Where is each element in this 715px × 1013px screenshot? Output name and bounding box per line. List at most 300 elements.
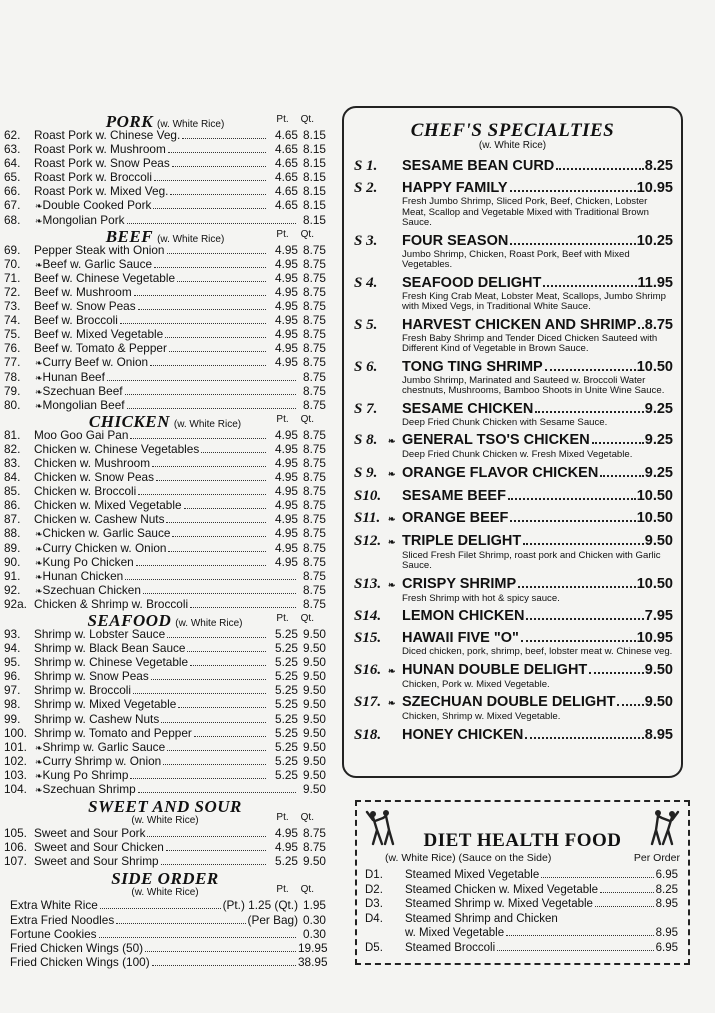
specialty-code: S16. [354, 661, 382, 678]
specialty-line [354, 509, 673, 529]
quart-price: 8.75 [303, 470, 326, 485]
menu-item [4, 384, 326, 398]
specialty-price: 10.50 [636, 487, 673, 504]
item-number: 87. [4, 512, 21, 527]
dot-leader [107, 380, 296, 381]
item-name: Roast Pork w. Chinese Veg. [34, 128, 181, 142]
item-name: Chicken w. Mushroom [34, 455, 151, 470]
quart-price: 9.50 [303, 753, 326, 768]
specialty-price: 8.95 [644, 726, 673, 743]
menu-item [4, 826, 326, 840]
specialty-name: ORANGE FLAVOR CHICKEN [402, 464, 599, 481]
hot-pepper-icon: ❧ [388, 468, 396, 479]
menu-item [4, 398, 326, 412]
quart-price: 8.75 [303, 299, 326, 314]
menu-item [4, 184, 326, 198]
item-name: Chicken w. Broccoli [34, 484, 137, 499]
menu-item [4, 198, 326, 212]
item-name: Shrimp w. Garlic Sauce [42, 739, 166, 754]
dot-leader [541, 877, 653, 878]
item-name: Kung Po Chicken [42, 554, 134, 569]
dot-leader [143, 593, 296, 594]
item-number: 88. [4, 526, 21, 541]
diet-name: Steamed Chicken w. Mixed Vegetable [405, 883, 599, 896]
item-number: 97. [4, 683, 21, 698]
item-number: 67. [4, 198, 21, 213]
dot-leader [150, 365, 266, 366]
menu-item [4, 541, 326, 555]
quart-price: 9.50 [303, 697, 326, 712]
dot-leader [523, 543, 644, 545]
sweet-sour-header [4, 796, 326, 826]
item-number: 93. [4, 627, 21, 641]
quart-price: 9.50 [303, 725, 326, 740]
dot-leader [130, 778, 266, 779]
menu-item [4, 597, 326, 611]
item-number: 85. [4, 484, 21, 499]
dot-leader [510, 520, 635, 522]
item-number: 72. [4, 284, 21, 299]
menu-item [4, 456, 326, 470]
menu-item [4, 498, 326, 512]
diet-title: DIET HEALTH FOOD [423, 830, 622, 851]
side-order-header [4, 868, 326, 898]
pint-price: 4.95 [275, 327, 298, 342]
dot-leader [190, 607, 296, 608]
specialty-name: HAPPY FAMILY [402, 180, 508, 196]
dot-leader [506, 935, 654, 936]
quart-price: 8.75 [303, 397, 326, 412]
quart-price: 8.75 [303, 242, 326, 257]
pint-price: 4.65 [275, 142, 298, 157]
quart-price: 8.15 [303, 184, 326, 199]
item-number: 75. [4, 327, 21, 342]
sweet-sour-list [4, 826, 326, 868]
dot-leader [194, 736, 266, 737]
specialty-code: S13. [354, 575, 382, 592]
item-name: Szechuan Beef [42, 383, 123, 398]
chicken-list [4, 428, 326, 611]
price-columns: Pt. Qt. [276, 114, 314, 125]
specialty-name: SEAFOOD DELIGHT [402, 274, 542, 291]
specialty-price: 9.50 [644, 532, 673, 549]
specialty-description: Fresh Shrimp with hot & spicy sauce. [402, 592, 560, 604]
specialty-item [354, 179, 673, 229]
specialty-name: CRISPY SHRIMP [402, 575, 517, 592]
menu-item [4, 840, 326, 854]
hot-pepper-icon: ❧ [35, 585, 43, 596]
specialty-name: SZECHUAN DOUBLE DELIGHT [402, 694, 616, 710]
side-item [4, 913, 326, 927]
item-name: Curry Shrimp w. Onion [42, 753, 162, 768]
pint-price: 4.65 [275, 184, 298, 199]
dot-leader [535, 411, 643, 413]
quart-price: 8.75 [303, 327, 326, 342]
section-note: (w. White Rice) [175, 618, 243, 629]
item-name: Beef w. Chinese Vegetable [34, 270, 176, 285]
hot-pepper-icon: ❧ [388, 536, 396, 547]
specialty-description: Deep Fried Chunk Chicken w. Fresh Mixed Vegetable. [402, 449, 633, 460]
item-name: Beef w. Mushroom [34, 284, 132, 299]
item-name: Moo Goo Gai Pan [34, 427, 129, 442]
menu-item [4, 555, 326, 569]
side-item [4, 941, 326, 955]
specialty-description: Fresh Jumbo Shrimp, Sliced Pork, Beef, Chicken, Lobster Meat, Scallop and Vegetable Mixed with Traditional Brown Sauce. [402, 196, 649, 228]
dot-leader [138, 792, 296, 793]
item-name: Fried Chicken Wings (50) [10, 940, 144, 955]
dot-leader [525, 737, 643, 739]
dot-leader [556, 168, 644, 170]
quart-price: 8.75 [303, 526, 326, 541]
item-name: Chicken w. Mixed Vegetable [34, 498, 182, 513]
quart-price: 9.50 [303, 711, 326, 726]
quart-price: 8.75 [303, 427, 326, 442]
specialty-price: 10.95 [636, 630, 673, 646]
menu-item [4, 442, 326, 456]
specialty-description: Jumbo Shrimp, Marinated and Sauteed w. Broccoli Water chestnuts, Mushrooms, Bamboo Shoots in Unite Wine Sauce. [402, 374, 665, 396]
item-name: Shrimp w. Cashew Nuts [34, 711, 160, 726]
quart-price: 8.75 [303, 554, 326, 569]
dot-leader [521, 640, 636, 642]
dot-leader [134, 295, 266, 296]
quart-price: 8.75 [303, 840, 326, 855]
item-name: Sweet and Sour Pork [34, 826, 146, 841]
quart-price: 9.50 [303, 854, 326, 869]
specialty-item [354, 431, 673, 461]
dot-leader [99, 937, 296, 938]
specialty-code: S12. [354, 532, 382, 549]
menu-item [4, 341, 326, 355]
item-number: 62. [4, 128, 21, 142]
item-number: 106. [4, 840, 27, 855]
specialty-name: TRIPLE DELIGHT [402, 532, 522, 549]
pint-price: 4.95 [275, 455, 298, 470]
specialty-line [354, 487, 673, 506]
specialty-name: FOUR SEASON [402, 232, 509, 249]
dot-leader [170, 194, 266, 195]
specialty-price: 9.50 [644, 661, 673, 678]
hot-pepper-icon: ❧ [35, 215, 43, 226]
hot-pepper-icon: ❧ [35, 386, 43, 397]
diet-price: 8.25 [655, 883, 678, 896]
diet-name: w. Mixed Vegetable [405, 927, 505, 939]
pint-price: 4.95 [275, 498, 298, 513]
dot-leader [178, 707, 266, 708]
pint-price: 4.95 [275, 355, 298, 370]
item-number: 103. [4, 767, 27, 782]
specialty-code: S 1. [354, 158, 378, 174]
menu-item [4, 243, 326, 257]
dot-leader [136, 565, 266, 566]
item-name: Beef w. Garlic Sauce [42, 256, 153, 271]
menu-item [4, 512, 326, 526]
seafood-list [4, 627, 326, 796]
item-price: 1.95 [303, 898, 326, 913]
specialty-code: S17. [354, 694, 382, 710]
chefs-note: (w. White Rice) [478, 140, 547, 151]
item-size-note: (Pt.) 1.25 (Qt.) [222, 898, 298, 913]
quart-price: 8.15 [303, 142, 326, 157]
menu-item [4, 142, 326, 156]
dot-leader [161, 722, 266, 723]
item-name: Extra Fried Noodles [10, 912, 115, 927]
quart-price: 8.15 [303, 198, 326, 213]
specialty-description: Jumbo Shrimp, Chicken, Roast Pork, Beef with Mixed Vegetables. [402, 248, 630, 270]
pork-list [4, 128, 326, 227]
item-name: Shrimp w. Mixed Vegetable [34, 697, 177, 712]
quart-price: 8.15 [303, 170, 326, 185]
menu-item [4, 782, 326, 796]
specialty-name: HONEY CHICKEN [402, 726, 524, 743]
pint-price: 4.95 [275, 270, 298, 285]
menu-item [4, 768, 326, 782]
specialty-item [354, 532, 673, 572]
menu-item [4, 484, 326, 498]
item-number: 92a. [4, 596, 27, 611]
section-title: PORK [105, 112, 154, 131]
specialty-code: S 5. [354, 316, 378, 333]
quart-price: 8.75 [303, 284, 326, 299]
menu-item [4, 641, 326, 655]
item-number: 86. [4, 498, 21, 513]
specialty-item [354, 400, 673, 429]
per-order-label: Per Order [633, 852, 680, 864]
specialty-price: 10.50 [636, 575, 673, 592]
dot-leader [151, 679, 266, 680]
dot-leader [116, 923, 245, 924]
dot-leader [152, 965, 296, 966]
pint-price: 4.65 [275, 128, 298, 142]
specialty-code: S 9. [354, 464, 378, 481]
diet-price: 6.95 [655, 941, 678, 954]
quart-price: 8.75 [303, 540, 326, 555]
item-name: Shrimp w. Black Bean Sauce [34, 641, 186, 656]
hot-pepper-icon: ❧ [35, 770, 43, 781]
item-number: 84. [4, 470, 21, 485]
pint-price: 4.95 [275, 242, 298, 257]
dot-leader [138, 309, 266, 310]
section-note: (w. White Rice) [131, 886, 199, 898]
item-name: Extra White Rice [10, 898, 98, 913]
section-note: (w. White Rice) [157, 233, 225, 245]
specialty-price: 9.25 [644, 400, 673, 417]
menu-item [4, 170, 326, 184]
beef-header [4, 226, 326, 246]
dot-leader [133, 693, 266, 694]
specialty-item [354, 661, 673, 691]
specialty-price: 10.95 [636, 180, 673, 196]
menu-item [4, 669, 326, 683]
dot-leader [167, 637, 266, 638]
menu-item [4, 569, 326, 583]
quart-price: 8.75 [303, 369, 326, 384]
item-name: Kung Po Shrimp [42, 767, 129, 782]
pint-price: 4.95 [275, 484, 298, 499]
item-number: 69. [4, 242, 21, 257]
pint-price: 4.95 [275, 284, 298, 299]
specialty-item [354, 487, 673, 506]
item-price: 0.30 [303, 926, 326, 941]
menu-item [4, 156, 326, 170]
pint-price: 4.65 [275, 198, 298, 213]
specialty-name: ORANGE BEEF [402, 509, 509, 526]
beef-list [4, 243, 326, 412]
pint-price: 5.25 [275, 641, 298, 656]
item-number: 64. [4, 156, 21, 171]
item-number: 78. [4, 369, 21, 384]
specialty-code: S 4. [354, 274, 378, 291]
diet-name: Steamed Mixed Vegetable [405, 869, 540, 881]
pint-price: 4.95 [275, 441, 298, 456]
pint-price: 4.95 [275, 256, 298, 271]
menu-item [4, 313, 326, 327]
specialty-description: Diced chicken, pork, shrimp, beef, lobster meat w. Chinese veg. [402, 646, 673, 657]
menu-item [4, 213, 326, 227]
item-number: 90. [4, 554, 21, 569]
specialty-line [354, 157, 673, 176]
pint-price: 5.25 [275, 669, 298, 684]
item-name: Roast Pork w. Mixed Veg. [34, 184, 169, 199]
hot-pepper-icon: ❧ [35, 358, 43, 369]
specialty-item [354, 157, 673, 176]
pint-price: 5.25 [275, 627, 298, 641]
dot-leader [543, 285, 636, 287]
seafood-header [4, 611, 326, 630]
specialty-code: S 7. [354, 400, 378, 417]
specialty-price: 10.25 [636, 232, 673, 249]
item-number: 82. [4, 441, 21, 456]
pint-price: 4.95 [275, 299, 298, 314]
quart-price: 8.75 [303, 256, 326, 271]
dot-leader [147, 836, 266, 837]
quart-price: 9.50 [303, 655, 326, 670]
dot-leader [163, 764, 266, 765]
item-name: Curry Chicken w. Onion [42, 540, 167, 555]
specialty-line [354, 316, 673, 335]
item-number: 101. [4, 739, 27, 754]
item-name: Shrimp w. Chinese Vegetable [34, 655, 189, 670]
item-number: 99. [4, 711, 21, 726]
pint-price: 5.25 [275, 697, 298, 712]
menu-item [4, 370, 326, 384]
item-number: 66. [4, 184, 21, 199]
side-order-list [4, 898, 326, 968]
dot-leader [154, 267, 266, 268]
item-name: Double Cooked Pork [42, 198, 152, 213]
item-name: Sweet and Sour Chicken [34, 840, 164, 855]
price-columns: Pt. Qt. [276, 228, 314, 240]
chicken-header [4, 411, 326, 431]
diet-item [365, 883, 678, 898]
dot-leader [165, 337, 266, 338]
specialty-item [354, 607, 673, 626]
quart-price: 8.75 [303, 341, 326, 356]
item-number: 68. [4, 212, 21, 227]
dot-leader [168, 152, 266, 153]
item-name: Chicken & Shrimp w. Broccoli [34, 596, 189, 611]
specialty-line [354, 232, 673, 251]
menu-item [4, 299, 326, 313]
dot-leader [508, 498, 636, 500]
dot-leader [145, 951, 296, 952]
specialty-description: Deep Fried Chunk Chicken with Sesame Sauce. [402, 416, 608, 428]
quart-price: 8.15 [303, 212, 326, 227]
item-name: Roast Pork w. Broccoli [34, 170, 153, 185]
item-name: Chicken w. Chinese Vegetables [34, 441, 200, 456]
dot-leader [154, 180, 266, 181]
item-number: 89. [4, 540, 21, 555]
item-number: 74. [4, 313, 21, 328]
specialty-price: 9.50 [644, 694, 673, 710]
specialty-code: S 8. [354, 432, 378, 448]
item-name: Hunan Chicken [42, 568, 124, 583]
pint-price: 5.25 [275, 854, 298, 869]
menu-item [4, 697, 326, 711]
menu-item [4, 740, 326, 754]
item-number: 76. [4, 341, 21, 356]
specialty-description: Fresh King Crab Meat, Lobster Meat, Scallops, Jumbo Shrimp with Mixed Vegs, in Traditional White Sauce. [402, 290, 666, 312]
dot-leader [545, 369, 636, 371]
dot-leader [182, 138, 266, 139]
specialty-price: 11.95 [637, 274, 673, 291]
item-name: Szechuan Shrimp [42, 782, 136, 797]
quart-price: 8.75 [303, 441, 326, 456]
hot-pepper-icon: ❧ [388, 579, 396, 590]
hot-pepper-icon: ❧ [35, 557, 43, 568]
item-number: 80. [4, 397, 21, 412]
dot-leader [589, 672, 643, 674]
pint-price: 5.25 [275, 753, 298, 768]
hot-pepper-icon: ❧ [35, 400, 43, 411]
quart-price: 9.50 [303, 669, 326, 684]
section-note: (w. White Rice) [131, 814, 199, 826]
menu-item [4, 271, 326, 285]
item-price: 0.30 [303, 912, 326, 927]
quart-price: 9.50 [303, 683, 326, 698]
item-name: Curry Beef w. Onion [42, 355, 149, 370]
quart-price: 8.75 [303, 484, 326, 499]
dot-leader [167, 253, 267, 254]
item-name: Mongolian Beef [42, 397, 125, 412]
quart-price: 9.50 [303, 627, 326, 641]
specialty-description: Fresh Baby Shrimp and Tender Diced Chicken Sauteed with Different Kind of Vegetable in Brown Sauce. [402, 332, 658, 354]
item-number: 105. [4, 826, 27, 841]
pint-price: 4.95 [275, 427, 298, 442]
pint-price: 4.95 [275, 826, 298, 841]
diet-code: D4. [365, 912, 383, 925]
diet-name: Steamed Shrimp and Chicken [405, 912, 558, 925]
item-number: 63. [4, 142, 21, 157]
pint-price: 4.95 [275, 840, 298, 855]
hot-pepper-icon: ❧ [35, 756, 43, 767]
specialty-description: Chicken, Pork w. Mixed Vegetable. [402, 678, 550, 690]
specialty-name: LEMON CHICKEN [402, 608, 525, 624]
specialty-code: S11. [354, 509, 381, 526]
item-name: Shrimp w. Lobster Sauce [34, 627, 166, 641]
specialty-item [354, 693, 673, 723]
dot-leader [127, 408, 296, 409]
item-name: Beef w. Snow Peas [34, 299, 136, 314]
specialty-name: SESAME BEEF [402, 487, 506, 504]
section-title: SIDE ORDER [111, 868, 219, 888]
item-name: Hunan Beef [42, 369, 105, 384]
diet-price: 8.95 [655, 898, 678, 910]
dot-leader [190, 665, 266, 666]
specialty-line [354, 575, 673, 595]
left-column [4, 112, 326, 969]
item-name: Chicken w. Cashew Nuts [34, 512, 165, 527]
menu-item [4, 583, 326, 597]
